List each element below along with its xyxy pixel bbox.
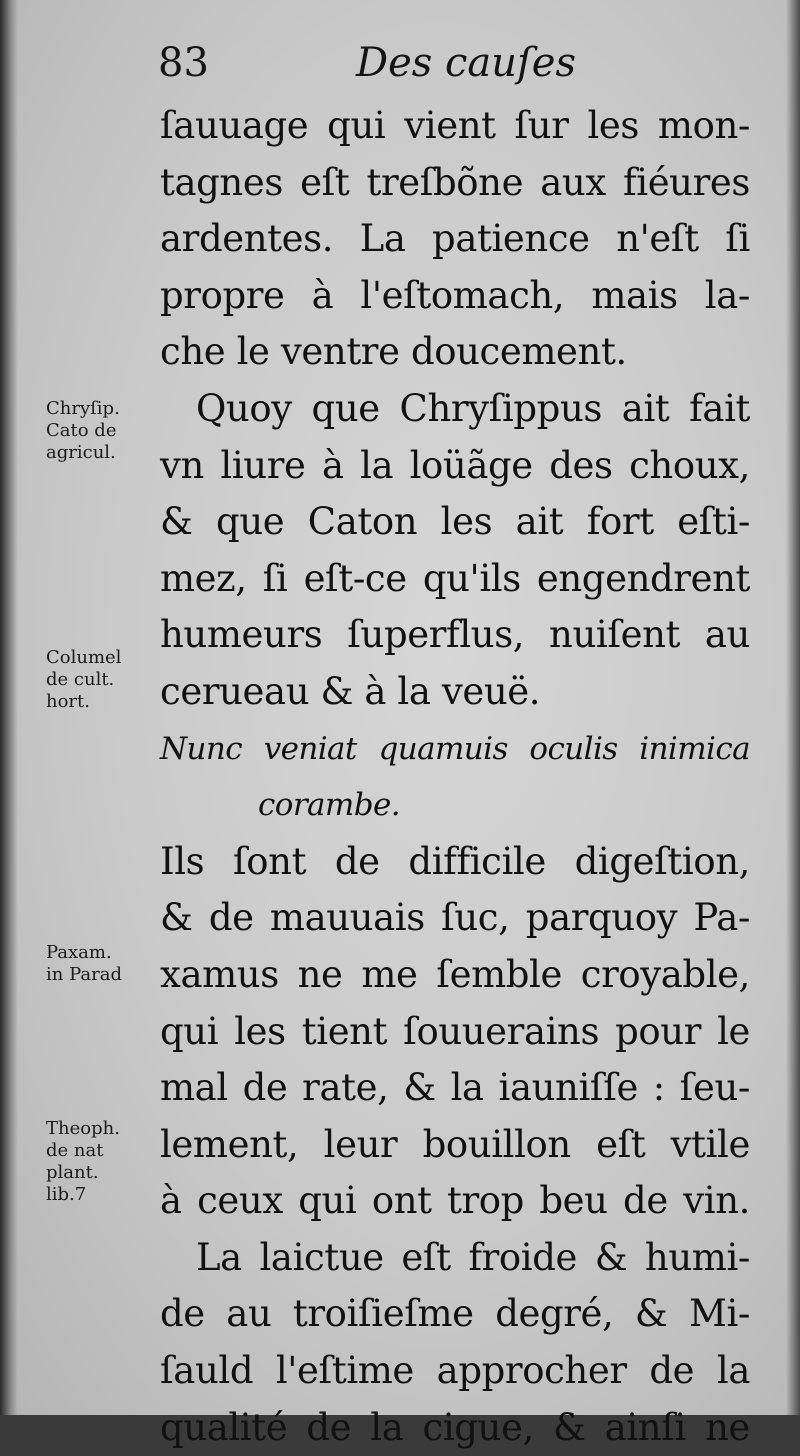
margin-note-line: Chryſip. (46, 398, 120, 419)
text-line: & que Caton les ait fort eſti- (160, 500, 750, 544)
margin-note-line: Cato de (46, 420, 117, 441)
text-line: vn liure à la loüãge des choux, (160, 443, 750, 487)
margin-note-line: in Parad (46, 964, 122, 985)
latin-quotation-line: Nunc veniat quamuis oculis inimica (160, 730, 750, 767)
text-line: mez, ſi eſt-ce qu'ils engendrent (160, 556, 750, 600)
margin-note-columella (46, 647, 158, 713)
text-line: & de mauuais ſuc, parquoy Pa- (160, 896, 750, 940)
margin-note-line: hort. (46, 691, 90, 712)
text-line: ſauuage qui vient ſur les mon- (160, 104, 750, 147)
margin-note-theophrastus (46, 1118, 158, 1206)
text-line: lement, leur bouillon eſt vtile (160, 1122, 750, 1166)
page-shadow-left (0, 0, 18, 1415)
text-line: xamus ne me ſemble croyable, (160, 952, 750, 996)
text-line: Ils ſont de difficile digeſtion, (160, 839, 750, 883)
margin-note-line: de nat (46, 1140, 104, 1161)
margin-note-line: Paxam. (46, 942, 112, 963)
text-line: à ceux qui ont trop beu de vin. (160, 1179, 750, 1223)
text-line: qui les tient ſouuerains pour le (160, 1009, 750, 1053)
text-line: de au troiſieſme degré, & Mi- (160, 1292, 750, 1336)
margin-note-chrysippus (46, 398, 158, 464)
margin-note-line: Columel (46, 647, 122, 668)
text-line: La laictue eſt froide & humi- (196, 1235, 750, 1279)
margin-note-paxamus (46, 942, 158, 986)
page-shadow-right (786, 0, 800, 1415)
text-line: ardentes. La patience n'eſt ſi (160, 217, 750, 261)
running-head: Des cauſes (356, 40, 576, 86)
body-text (160, 98, 750, 1456)
margin-note-line: agricul. (46, 442, 116, 463)
text-line: humeurs ſuperflus, nuiſent au (160, 613, 750, 657)
text-line: cerueau & à la veuë. (160, 669, 541, 713)
text-line: mal de rate, & la iauniſſe : ſeu- (160, 1066, 750, 1110)
margin-note-line: lib.7 (46, 1184, 87, 1205)
text-line: qualité de la cigue, & ainſi ne (160, 1405, 750, 1449)
text-line: propre à l'eſtomach, mais la- (160, 273, 750, 317)
margin-note-line: de cult. (46, 669, 115, 690)
text-line: ſauld l'eſtime approcher de la (160, 1349, 750, 1393)
latin-quotation-line: corambe. (258, 787, 400, 824)
page-header (158, 40, 718, 96)
text-line: che le ventre doucement. (160, 330, 627, 374)
page-number: 83 (158, 40, 209, 86)
text-line: tagnes eſt treſbõne aux fiéures (160, 160, 750, 204)
margin-note-line: Theoph. (46, 1118, 120, 1139)
margin-note-line: plant. (46, 1162, 99, 1183)
text-line: Quoy que Chryſippus ait fait (196, 386, 750, 430)
